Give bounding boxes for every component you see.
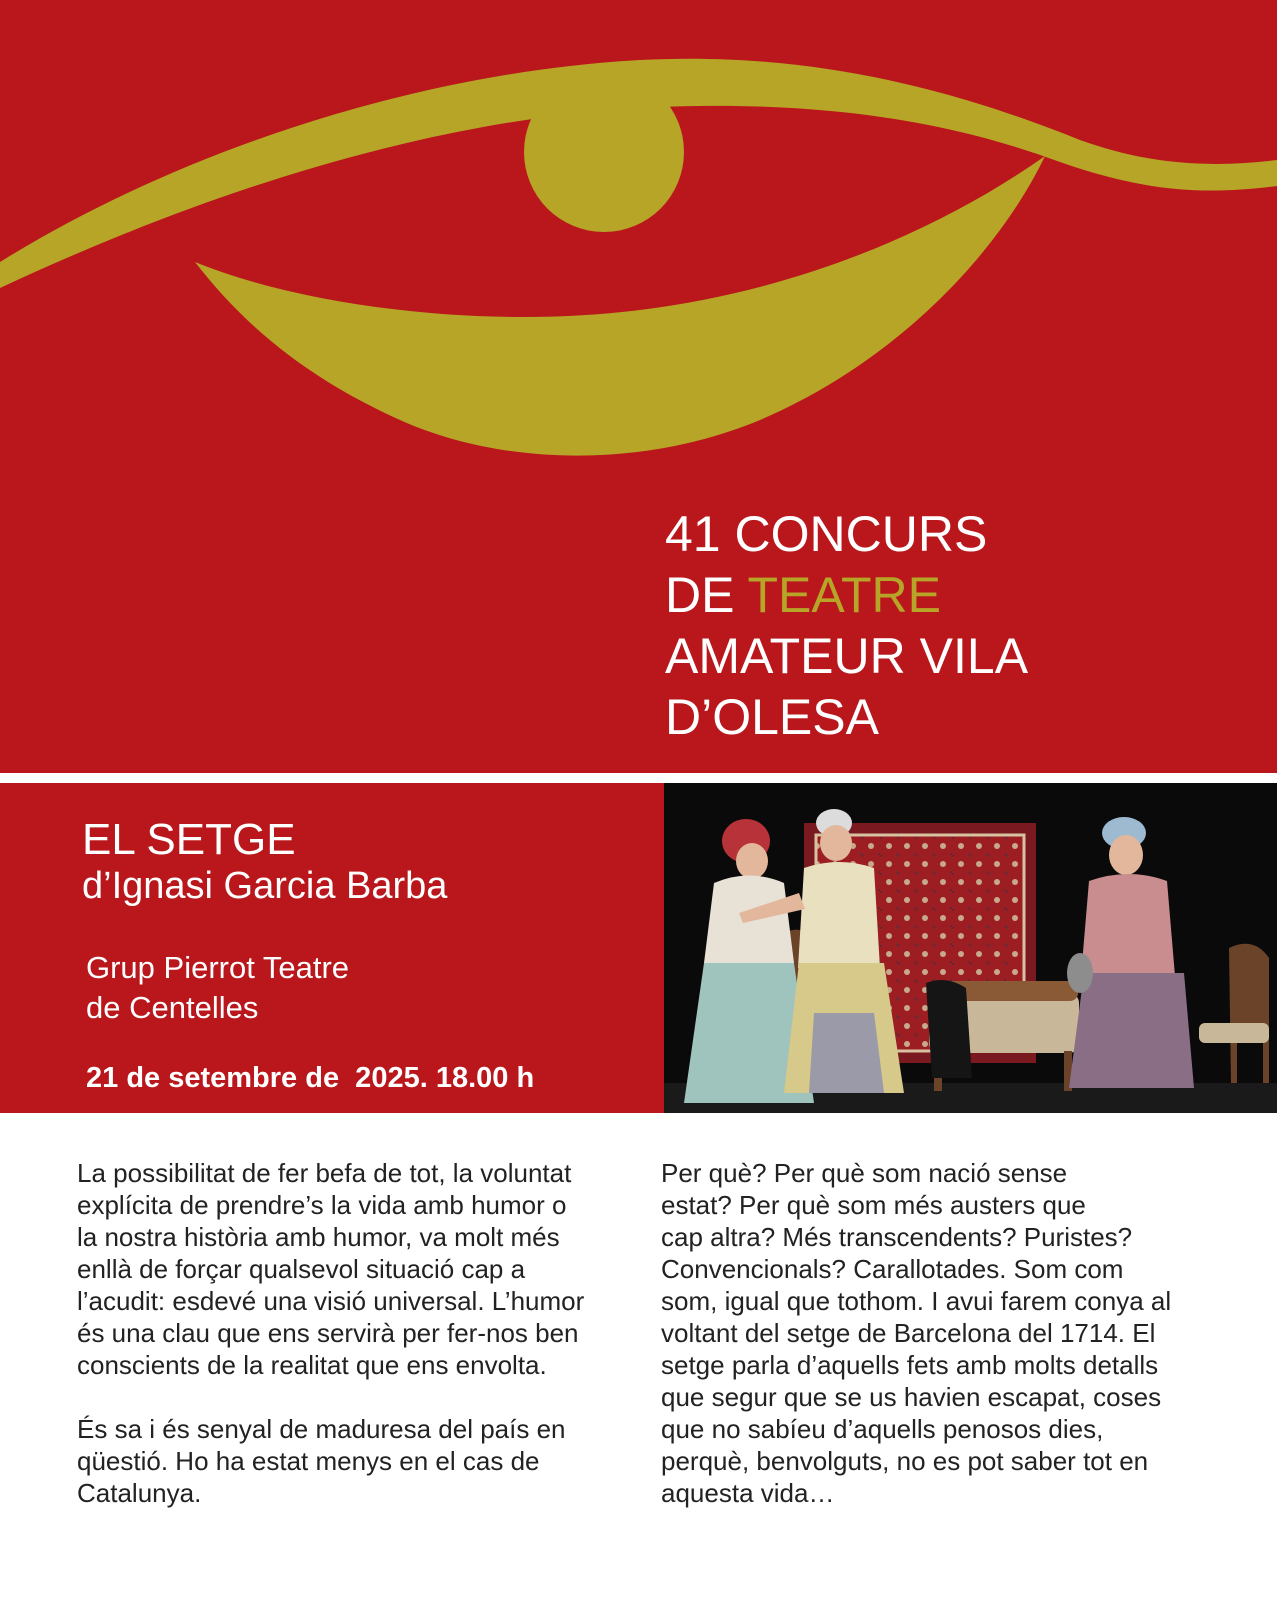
festival-title-de: DE (665, 567, 748, 623)
text-line: enllà de forçar qualsevol situació cap a (77, 1254, 526, 1284)
text-line: l’acudit: esdevé una visió universal. L’humor (77, 1286, 585, 1316)
festival-title-line-2 (665, 565, 1028, 626)
text-line: Catalunya. (77, 1478, 202, 1508)
text-line: voltant del setge de Barcelona del 1714. El (661, 1318, 1156, 1348)
theatre-company (86, 948, 349, 1028)
text-line: és una clau que ens servirà per fer-nos ben (77, 1318, 579, 1348)
festival-title-line-3: AMATEUR VILA (665, 628, 1029, 684)
top-banner (0, 0, 1277, 773)
body-text-left-column (77, 1157, 637, 1509)
text-line: És sa i és senyal de maduresa del país en (77, 1414, 566, 1444)
eye-iris (524, 72, 684, 232)
text-line: Convencionals? Carallotades. Som com (661, 1254, 1124, 1284)
festival-title-line-4: D’OLESA (665, 689, 879, 745)
text-line: qüestió. Ho ha estat menys en el cas de (77, 1446, 540, 1476)
company-line-1: Grup Pierrot Teatre (86, 950, 350, 985)
text-line: cap altra? Més transcendents? Puristes? (661, 1222, 1133, 1252)
performance-date-time: 21 de setembre de 2025. 18.00 h (86, 1062, 535, 1094)
festival-title-teatre: TEATRE (747, 567, 941, 623)
white-divider (0, 773, 1277, 783)
left-paragraph-2 (77, 1413, 637, 1509)
festival-title-line-1: 41 CONCURS (665, 506, 988, 562)
text-line: Per què? Per què som nació sense (661, 1158, 1068, 1188)
festival-title (665, 504, 1028, 748)
stylized-eye-icon (0, 0, 1277, 480)
text-line: aquesta vida… (661, 1478, 835, 1508)
stage-scene-photo (664, 783, 1277, 1113)
body-text-right-column (661, 1157, 1241, 1509)
text-line: que segur que se us havien escapat, coses (661, 1382, 1162, 1412)
stage-scene-illustration (664, 783, 1277, 1113)
company-line-2: de Centelles (86, 990, 259, 1025)
play-author: d’Ignasi Garcia Barba (82, 865, 448, 907)
left-paragraph-1 (77, 1157, 637, 1381)
text-line: explícita de prendre’s la vida amb humor o (77, 1190, 567, 1220)
text-line: estat? Per què som més austers que (661, 1190, 1086, 1220)
text-line: la nostra història amb humor, va molt més (77, 1222, 560, 1252)
text-line: La possibilitat de fer befa de tot, la voluntat (77, 1158, 572, 1188)
play-info-band (0, 783, 664, 1113)
text-line: setge parla d’aquells fets amb molts detalls (661, 1350, 1159, 1380)
play-title: EL SETGE (82, 815, 296, 864)
text-line: que no sabíeu d’aquells penosos dies, (661, 1414, 1104, 1444)
text-line: conscients de la realitat que ens envolta. (77, 1350, 547, 1380)
text-line: perquè, benvolguts, no es pot saber tot en (661, 1446, 1149, 1476)
text-line: som, igual que tothom. I avui farem conya al (661, 1286, 1172, 1316)
right-paragraph-1 (661, 1157, 1241, 1509)
